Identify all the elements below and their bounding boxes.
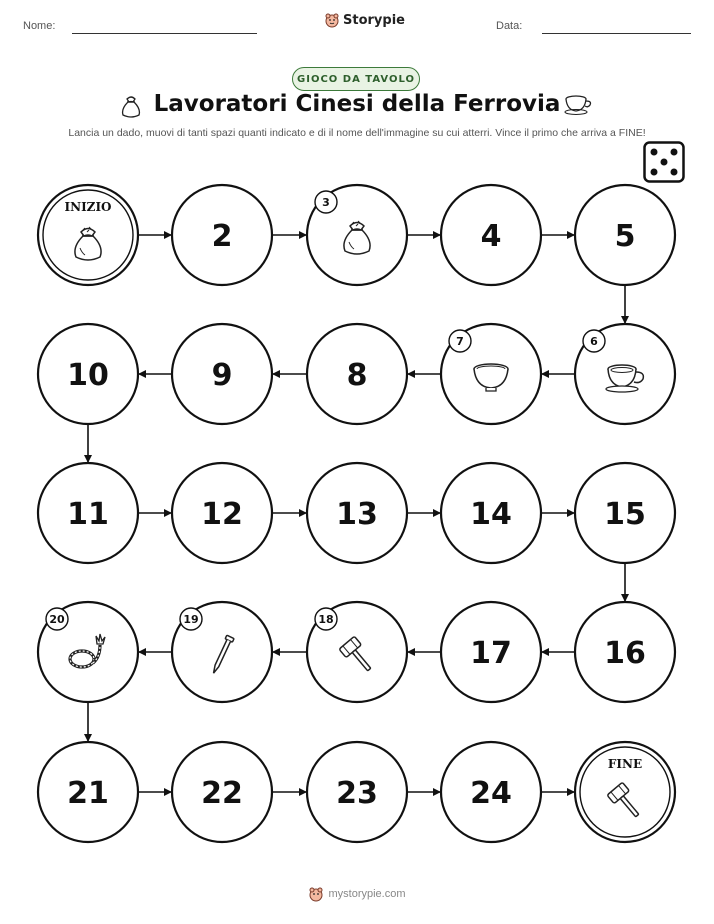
space-number: 9 — [211, 358, 233, 393]
board-space-17[interactable] — [441, 602, 541, 702]
board-space-20[interactable] — [38, 602, 138, 702]
name-label: Nome: — [23, 20, 56, 32]
board-space-10[interactable] — [38, 324, 138, 424]
board-space-6[interactable] — [575, 324, 675, 424]
board-spaces — [38, 185, 675, 842]
space-number: 4 — [480, 219, 502, 254]
space-number: 13 — [336, 497, 378, 532]
space-number: 23 — [336, 776, 378, 811]
space-number: 12 — [201, 497, 243, 532]
space-number: 2 — [211, 219, 233, 254]
space-number: 18 — [318, 613, 334, 626]
board-space-15[interactable] — [575, 463, 675, 563]
board-space-8[interactable] — [307, 324, 407, 424]
space-number: 7 — [456, 335, 464, 348]
space-label: FINE — [607, 757, 643, 771]
board-space-24[interactable] — [441, 742, 541, 842]
space-number: 19 — [183, 613, 199, 626]
space-number: 16 — [604, 636, 646, 671]
space-number: 3 — [322, 196, 330, 209]
board-space-22[interactable] — [172, 742, 272, 842]
page-title: Lavoratori Cinesi della Ferrovia — [153, 91, 561, 117]
board-space-11[interactable] — [38, 463, 138, 563]
board-space-25[interactable] — [575, 742, 675, 842]
board-space-7[interactable] — [441, 324, 541, 424]
footer-url: mystorypie.com — [328, 888, 406, 900]
instructions: Lancia un dado, muovi di tanti spazi quanti indicato e di il nome dell'immagine su cui atterri. Vince il primo che arriva a FINE! — [68, 127, 646, 139]
date-label: Data: — [496, 20, 523, 32]
board-space-18[interactable] — [307, 602, 407, 702]
category-badge: GIOCO DA TAVOLO — [292, 67, 420, 91]
space-number: 10 — [67, 358, 109, 393]
space-number: 11 — [67, 497, 109, 532]
space-number: 21 — [67, 776, 109, 811]
board-space-2[interactable] — [172, 185, 272, 285]
board-space-3[interactable] — [307, 185, 407, 285]
board-space-4[interactable] — [441, 185, 541, 285]
board-space-21[interactable] — [38, 742, 138, 842]
space-number: 15 — [604, 497, 646, 532]
board-space-1[interactable] — [38, 185, 138, 285]
space-number: 6 — [590, 335, 598, 348]
board-space-13[interactable] — [307, 463, 407, 563]
space-number: 17 — [470, 636, 512, 671]
board-space-9[interactable] — [172, 324, 272, 424]
space-number: 20 — [49, 613, 65, 626]
space-label: INIZIO — [64, 200, 112, 214]
space-number: 14 — [470, 497, 512, 532]
board-space-5[interactable] — [575, 185, 675, 285]
space-number: 22 — [201, 776, 243, 811]
board-space-16[interactable] — [575, 602, 675, 702]
space-number: 8 — [346, 358, 368, 393]
board-space-23[interactable] — [307, 742, 407, 842]
board-space-19[interactable] — [172, 602, 272, 702]
mascot-icon — [308, 886, 324, 902]
board-space-12[interactable] — [172, 463, 272, 563]
footer — [0, 886, 714, 902]
board-space-14[interactable] — [441, 463, 541, 563]
space-number: 24 — [470, 776, 512, 811]
space-number: 5 — [614, 219, 636, 254]
brand-name: Storypie — [343, 12, 405, 28]
